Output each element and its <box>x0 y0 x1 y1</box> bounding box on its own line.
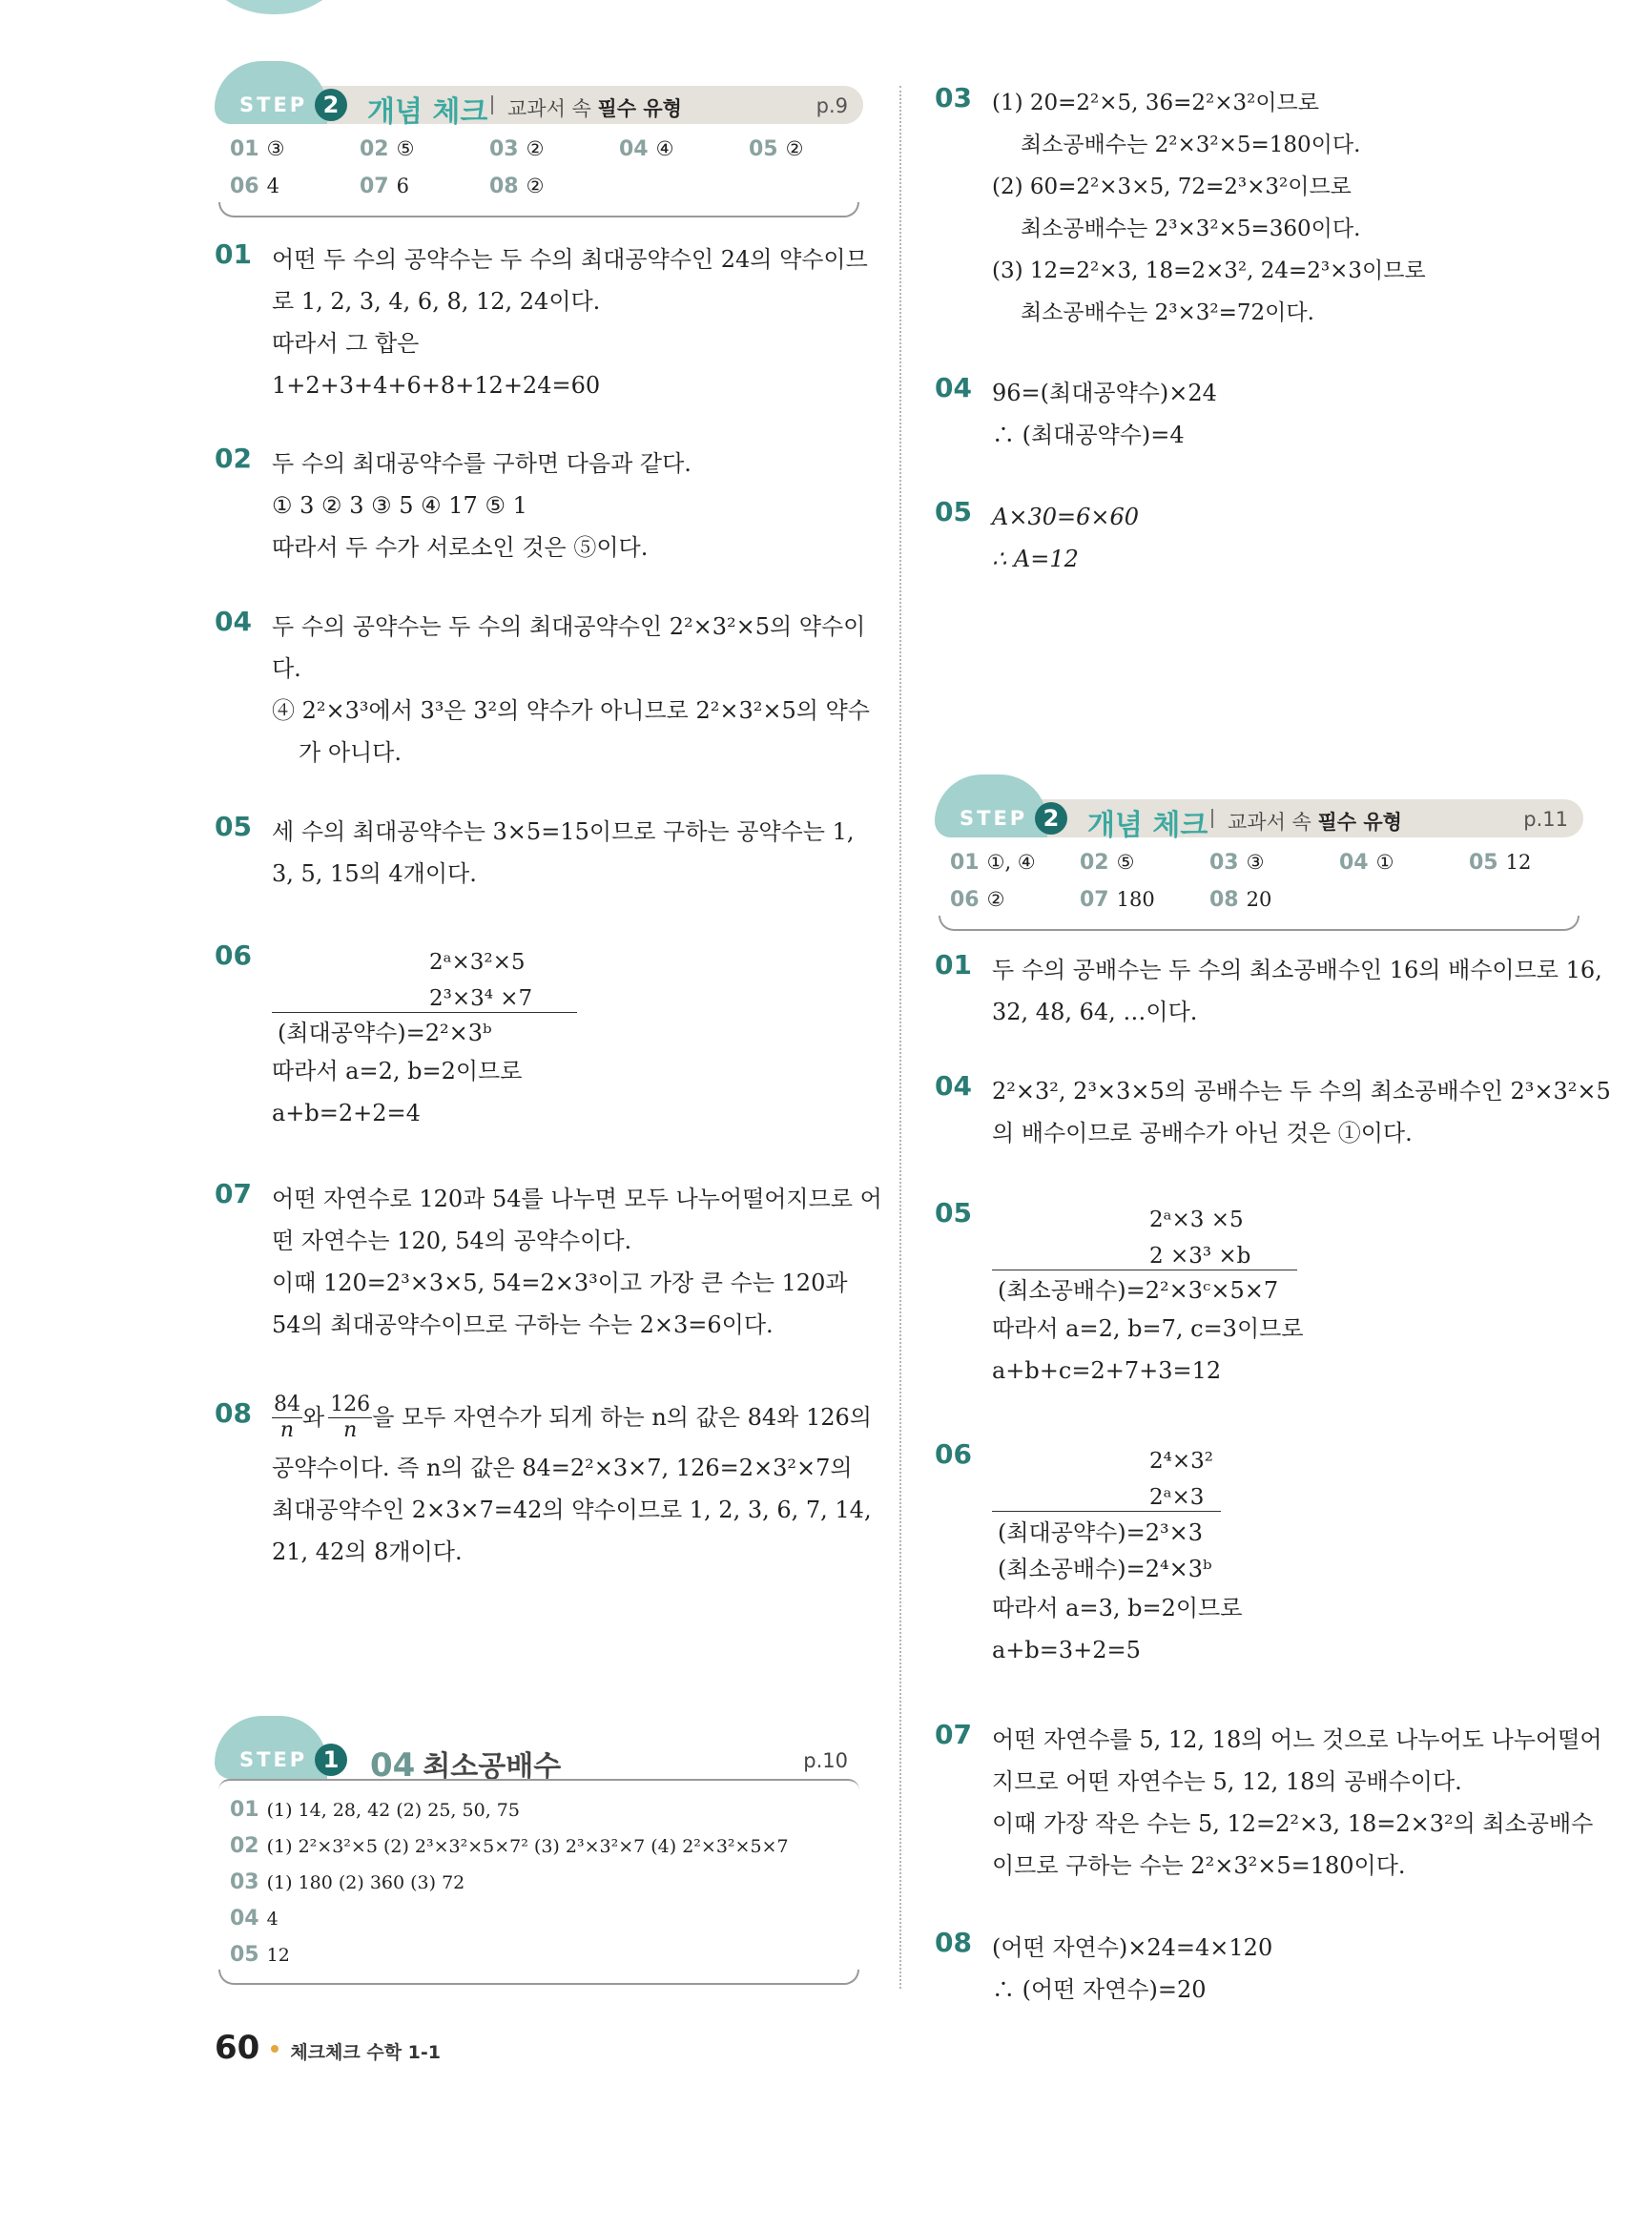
text-line: 떤 자연수는 120, 54의 공약수이다. <box>272 1228 632 1254</box>
page-reference: p.9 <box>816 94 848 117</box>
answer-item <box>950 888 1004 912</box>
solution-01-p11 <box>935 949 1602 1033</box>
fraction <box>328 1393 372 1443</box>
text-line: ∴ (어떤 자연수)=20 <box>992 1976 1207 2003</box>
solution-08 <box>215 1388 872 1573</box>
answer-value: ② <box>526 175 545 197</box>
answer-value: 4 <box>266 175 279 197</box>
problem-number: 08 <box>215 1397 252 1429</box>
answer-value: 4 <box>266 1909 279 1930</box>
solution-text <box>272 606 870 774</box>
solution-08-p11 <box>935 1927 1583 2011</box>
answer-value: ⑤ <box>1116 851 1135 874</box>
answer-number: 08 <box>1209 888 1239 912</box>
answer-number: 04 <box>1339 851 1369 875</box>
step2-answer-box-p9 <box>215 86 863 217</box>
text-line: (2) 60=2²×3×5, 72=2³×3²이므로 <box>992 175 1352 199</box>
answer-value: 12 <box>1505 851 1532 874</box>
box-bottom-border <box>939 916 1580 931</box>
solution-04 <box>215 606 870 774</box>
calc-divider <box>272 1012 577 1013</box>
answer-number: 03 <box>489 137 519 161</box>
answer-value: ③ <box>266 137 285 160</box>
problem-number: 03 <box>935 82 972 114</box>
answer-number: 02 <box>1080 851 1109 875</box>
section-number: 04 <box>370 1746 416 1785</box>
answer-item <box>1469 851 1531 875</box>
step2-answer-box-p11 <box>935 799 1583 931</box>
answer-grid <box>218 132 859 217</box>
answer-value: 180 <box>1116 888 1155 911</box>
answer-item <box>1209 851 1264 875</box>
solution-04-step1 <box>935 372 1583 456</box>
text-line: 두 수의 공약수는 두 수의 최대공약수인 2²×3²×5의 약수이 <box>272 613 866 640</box>
answer-item <box>1209 888 1271 912</box>
solution-07-p11 <box>935 1719 1602 1887</box>
column-divider <box>899 86 901 1989</box>
text-line: 이므로 구하는 수는 2²×3²×5=180이다. <box>992 1852 1406 1879</box>
answer-value: (1) 2²×3²×5 (2) 2³×3²×5×7² (3) 2³×3²×7 (4) 2²×3²×5×7 <box>266 1836 789 1857</box>
answer-value: 12 <box>266 1945 290 1966</box>
solution-text <box>992 1070 1611 1154</box>
fraction-denominator: n <box>279 1417 295 1442</box>
text-line: 따라서 두 수가 서로소인 것은 ⑤이다. <box>272 534 649 561</box>
answer-item <box>360 175 409 198</box>
problem-number: 06 <box>215 939 252 971</box>
text-line: A×30=6×60 <box>992 504 1140 530</box>
answer-value: ①, ④ <box>986 851 1036 874</box>
solution-text <box>272 443 863 568</box>
text-line: 2²×3², 2³×3×5의 공배수는 두 수의 최소공배수인 2³×3²×5 <box>992 1078 1611 1105</box>
factorization-calc <box>992 1197 1583 1273</box>
answer-number: 02 <box>230 1834 259 1858</box>
answer-number: 06 <box>230 175 259 198</box>
answer-value: ② <box>986 888 1005 911</box>
box-bottom-border <box>218 202 859 217</box>
step-label: STEP <box>239 93 308 116</box>
box-bottom-border <box>218 1970 859 1985</box>
solution-text <box>992 1438 1583 1671</box>
answer-number: 07 <box>1080 888 1109 912</box>
answer-item <box>1339 851 1394 875</box>
text-line: a+b=3+2=5 <box>992 1637 1141 1663</box>
text-line: a+b=2+2=4 <box>272 1100 421 1126</box>
answer-value: 20 <box>1246 888 1272 911</box>
calc-row: 2ᵃ×3 <box>1149 1485 1205 1510</box>
answer-number: 05 <box>749 137 778 161</box>
solution-text <box>992 949 1602 1033</box>
solution-text <box>272 939 863 1134</box>
text-line: 1+2+3+4+6+8+12+24=60 <box>272 372 601 399</box>
text-line: 어떤 자연수로 120과 54를 나누면 모두 나누어떨어지므로 어 <box>272 1186 882 1212</box>
answer-value: ② <box>526 137 545 160</box>
solution-text <box>272 238 868 406</box>
calc-divider <box>992 1511 1221 1512</box>
text-line: 최소공배수는 2³×3²×5=360이다. <box>1021 217 1361 241</box>
calc-row: 2⁴×3² <box>1149 1449 1213 1474</box>
answer-number: 03 <box>230 1870 259 1894</box>
section-title: 개념 체크 <box>367 95 488 129</box>
text-line: 두 수의 최대공약수를 구하면 다음과 같다. <box>272 450 692 477</box>
problem-number: 04 <box>935 1070 972 1102</box>
solution-05-p11 <box>935 1197 1583 1392</box>
answer-value: ② <box>785 137 804 160</box>
text-fragment: 을 모두 자연수가 되게 하는 n의 값은 84와 126의 <box>372 1404 872 1431</box>
text-line: 3, 5, 15의 4개이다. <box>272 860 477 887</box>
text-line: 이때 가장 작은 수는 5, 12=2²×3, 18=2×3²의 최소공배수 <box>992 1810 1594 1837</box>
answer-item <box>230 1870 465 1894</box>
answer-number: 05 <box>1469 851 1498 875</box>
text-line: 최소공배수는 2³×3²=72이다. <box>1021 300 1314 325</box>
section-title-text: 최소공배수 <box>423 1750 562 1784</box>
text-line: (어떤 자연수)×24=4×120 <box>992 1934 1273 1961</box>
answer-item <box>489 137 544 161</box>
solution-text <box>272 1178 882 1346</box>
book-title: 체크체크 수학 1-1 <box>290 2042 442 2063</box>
step-label: STEP <box>960 807 1028 830</box>
answer-item <box>230 175 279 198</box>
step1-answer-box-p10 <box>215 1741 863 2044</box>
solution-text <box>992 82 1583 334</box>
solution-text <box>272 1388 872 1573</box>
solution-05 <box>215 811 863 895</box>
solution-05-step1 <box>935 496 1583 580</box>
answer-number: 01 <box>230 137 259 161</box>
answer-item <box>489 175 544 198</box>
answer-number: 07 <box>360 175 389 198</box>
problem-number: 05 <box>935 496 972 527</box>
problem-number: 08 <box>935 1927 972 1958</box>
step-label: STEP <box>239 1748 308 1771</box>
text-line: 따라서 그 합은 <box>272 330 420 357</box>
text-line: a+b+c=2+7+3=12 <box>992 1357 1222 1384</box>
text-line: 최대공약수인 2×3×7=42의 약수이므로 1, 2, 3, 6, 7, 14, <box>272 1497 872 1523</box>
answer-item <box>230 1943 290 1967</box>
fraction-line <box>272 1388 872 1447</box>
step-number: 1 <box>315 1744 347 1776</box>
answer-value: ④ <box>655 137 674 160</box>
answer-item <box>1080 888 1155 912</box>
text-fragment: 와 <box>302 1404 325 1431</box>
subtitle-bold: 필수 유형 <box>1317 811 1402 834</box>
answer-number: 04 <box>230 1907 259 1931</box>
text-line: (3) 12=2²×3, 18=2×3², 24=2³×3이므로 <box>992 258 1426 283</box>
section-subtitle <box>1228 807 1402 836</box>
answer-list <box>218 1786 859 2044</box>
text-line: 따라서 a=2, b=2이므로 <box>272 1058 523 1084</box>
text-line: 가 아니다. <box>299 739 402 766</box>
answer-value: ③ <box>1246 851 1265 874</box>
fraction-numerator: 84 <box>274 1392 300 1416</box>
answer-item <box>230 137 284 161</box>
solution-02 <box>215 443 863 568</box>
answer-grid <box>939 845 1580 931</box>
answer-number: 02 <box>360 137 389 161</box>
text-line: ∴ (최대공약수)=4 <box>992 422 1185 448</box>
step-number: 2 <box>1035 802 1067 835</box>
step-header <box>215 1741 863 1785</box>
text-line: 의 배수이므로 공배수가 아닌 것은 ①이다. <box>992 1120 1413 1146</box>
answer-item <box>230 1907 279 1931</box>
text-line: ∴ A=12 <box>992 546 1079 572</box>
problem-number: 06 <box>935 1438 972 1470</box>
answer-item <box>749 137 803 161</box>
text-line: 96=(최대공약수)×24 <box>992 380 1217 406</box>
answer-item <box>1080 851 1134 875</box>
answer-value: (1) 180 (2) 360 (3) 72 <box>266 1872 465 1893</box>
answer-number: 06 <box>950 888 980 912</box>
text-line: (최소공배수)=2²×3ᶜ×5×7 <box>998 1277 1279 1304</box>
page-footer <box>215 2029 441 2067</box>
text-line: ④ 2²×3³에서 3³은 3²의 약수가 아니므로 2²×3²×5의 약수 <box>272 697 870 724</box>
fraction-numerator: 126 <box>330 1392 371 1416</box>
problem-number: 01 <box>935 949 972 981</box>
solution-01 <box>215 238 868 406</box>
fraction <box>272 1393 302 1443</box>
top-decoration <box>191 0 358 14</box>
solution-text <box>992 372 1583 456</box>
problem-number: 02 <box>215 443 252 474</box>
step-header <box>935 799 1583 842</box>
text-line: 두 수의 공배수는 두 수의 최소공배수인 16의 배수이므로 16, <box>992 957 1602 983</box>
subtitle-bold: 필수 유형 <box>597 97 682 120</box>
solution-03-step1 <box>935 82 1583 334</box>
problem-number: 04 <box>215 606 252 637</box>
text-line: 어떤 자연수를 5, 12, 18의 어느 것으로 나누어도 나누어떨어 <box>992 1726 1602 1753</box>
answer-value: (1) 14, 28, 42 (2) 25, 50, 75 <box>266 1800 520 1821</box>
calc-row: 2 ×3³ ×b <box>1149 1244 1251 1269</box>
step-header <box>215 86 863 129</box>
page-reference: p.11 <box>1523 808 1568 831</box>
text-line: (최대공약수)=2³×3 <box>998 1519 1204 1546</box>
calc-row: 2ᵃ×3 ×5 <box>1149 1208 1244 1232</box>
solution-06-p11 <box>935 1438 1583 1671</box>
text-line: ① 3 ② 3 ③ 5 ④ 17 ⑤ 1 <box>272 492 527 519</box>
section-title: 개념 체크 <box>1087 809 1208 842</box>
text-line: 다. <box>272 655 301 682</box>
answer-item <box>950 851 1036 875</box>
answer-number: 04 <box>619 137 649 161</box>
subtitle-prefix: 교과서 속 <box>1228 811 1311 834</box>
answer-value: ⑤ <box>396 137 415 160</box>
solution-06 <box>215 939 863 1134</box>
answer-number: 01 <box>950 851 980 875</box>
footer-dot <box>271 2045 279 2053</box>
text-line: 최소공배수는 2²×3²×5=180이다. <box>1021 133 1361 157</box>
answer-item <box>230 1798 520 1822</box>
problem-number: 05 <box>215 811 252 842</box>
text-line: 따라서 a=3, b=2이므로 <box>992 1595 1243 1621</box>
text-line: (최대공약수)=2²×3ᵇ <box>278 1020 492 1046</box>
text-line: 로 1, 2, 3, 4, 6, 8, 12, 24이다. <box>272 288 601 315</box>
text-line: 32, 48, 64, …이다. <box>992 999 1198 1025</box>
step-number: 2 <box>315 89 347 121</box>
solution-text <box>272 811 863 895</box>
answer-item <box>619 137 673 161</box>
text-line: 따라서 a=2, b=7, c=3이므로 <box>992 1315 1304 1342</box>
answer-value: 6 <box>396 175 409 197</box>
text-line: 공약수이다. 즉 n의 값은 84=2²×3×7, 126=2×3²×7의 <box>272 1455 853 1481</box>
subtitle-prefix: 교과서 속 <box>507 97 591 120</box>
problem-number: 04 <box>935 372 972 403</box>
solution-text <box>992 1719 1602 1887</box>
answer-number: 01 <box>230 1798 259 1822</box>
problem-number: 01 <box>215 238 252 270</box>
text-line: 어떤 두 수의 공약수는 두 수의 최대공약수인 24의 약수이므 <box>272 246 868 273</box>
problem-number: 07 <box>215 1178 252 1209</box>
factorization-calc <box>272 939 863 1016</box>
calc-row: 2ᵃ×3²×5 <box>429 950 526 975</box>
text-line: 지므로 어떤 자연수는 5, 12, 18의 공배수이다. <box>992 1768 1462 1795</box>
calc-row: 2³×3⁴ ×7 <box>429 986 533 1011</box>
answer-number: 08 <box>489 175 519 198</box>
factorization-calc <box>992 1438 1583 1515</box>
problem-number: 05 <box>935 1197 972 1229</box>
solution-07 <box>215 1178 882 1346</box>
answer-number: 05 <box>230 1943 259 1967</box>
text-line: 21, 42의 8개이다. <box>272 1538 463 1565</box>
text-line: 이때 120=2³×3×5, 54=2×3³이고 가장 큰 수는 120과 <box>272 1270 848 1296</box>
text-line: (1) 20=2²×5, 36=2²×3²이므로 <box>992 91 1319 115</box>
page-reference: p.10 <box>803 1749 848 1772</box>
solution-04-p11 <box>935 1070 1611 1154</box>
answer-item <box>360 137 414 161</box>
title-separator <box>491 95 493 114</box>
box-top-border <box>218 1779 859 1790</box>
answer-value: ① <box>1375 851 1394 874</box>
answer-item <box>230 1834 789 1858</box>
text-line: 세 수의 최대공약수는 3×5=15이므로 구하는 공약수는 1, <box>272 818 855 845</box>
section-subtitle <box>507 93 682 122</box>
solution-text <box>992 1197 1583 1392</box>
solution-text <box>992 1927 1583 2011</box>
problem-number: 07 <box>935 1719 972 1750</box>
page-number: 60 <box>215 2029 260 2067</box>
text-line: (최소공배수)=2⁴×3ᵇ <box>998 1556 1212 1582</box>
solution-text <box>992 496 1583 580</box>
title-separator <box>1211 809 1213 828</box>
fraction-denominator: n <box>343 1417 358 1442</box>
answer-number: 03 <box>1209 851 1239 875</box>
text-line: 54의 최대공약수이므로 구하는 수는 2×3=6이다. <box>272 1311 774 1338</box>
